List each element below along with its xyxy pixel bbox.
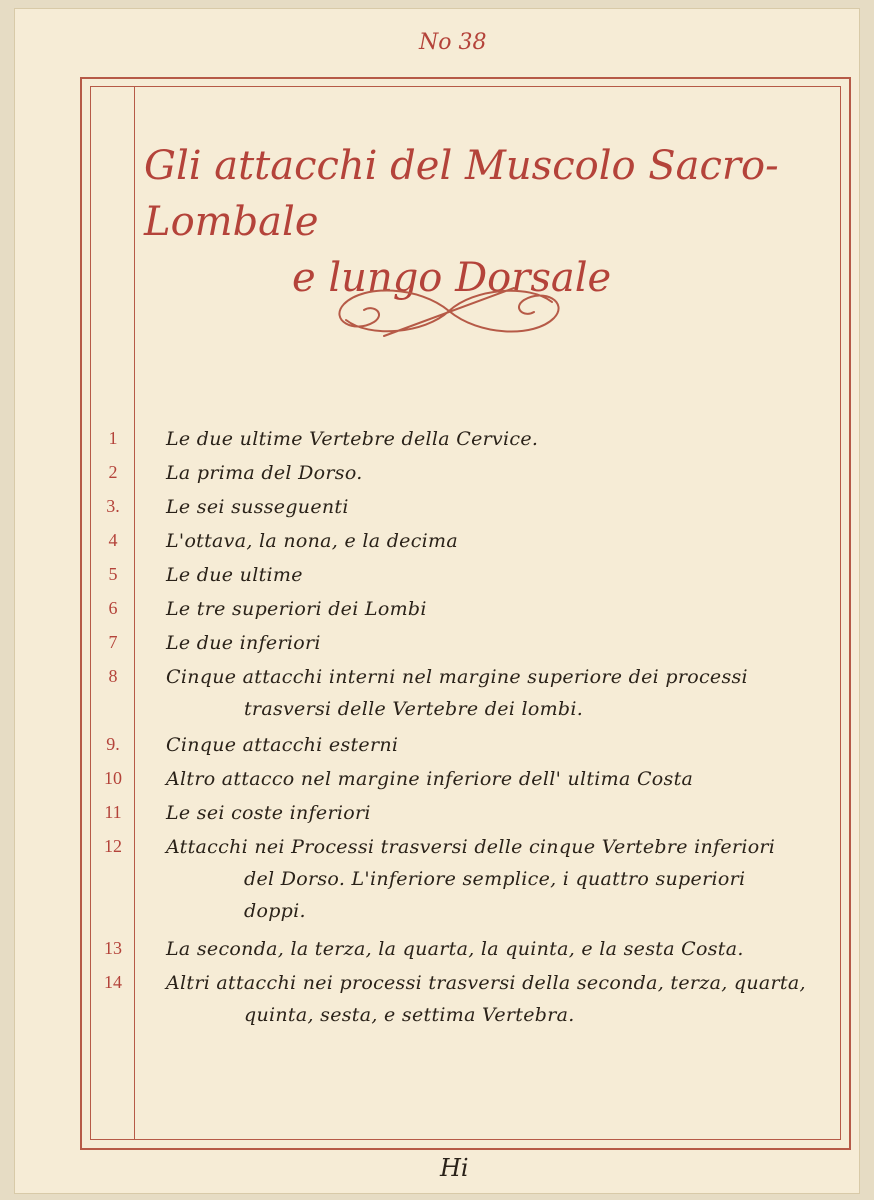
item-number: 9. xyxy=(106,734,120,754)
signature-mark: Hi xyxy=(440,1154,469,1182)
item-text: Cinque attacchi interni nel margine superiore dei processi xyxy=(166,666,748,688)
list-item xyxy=(94,938,814,960)
title-line-2: e lungo Dorsale xyxy=(292,255,612,301)
item-text: Le sei susseguenti xyxy=(166,496,349,518)
list-item xyxy=(94,768,814,790)
list-item xyxy=(94,836,814,922)
item-text: La prima del Dorso. xyxy=(166,462,363,484)
item-text: Attacchi nei Processi trasversi delle cinque Vertebre inferiori xyxy=(166,836,776,858)
item-text: Le due ultime xyxy=(166,564,303,586)
item-number: 5 xyxy=(108,564,118,584)
item-text-continued: trasversi delle Vertebre dei lombi. xyxy=(244,698,584,720)
page-number-mark: No 38 xyxy=(419,30,487,55)
item-number: 11 xyxy=(104,802,122,822)
list-item xyxy=(94,632,814,654)
item-text-continued: doppi. xyxy=(244,900,306,922)
item-text: Le due inferiori xyxy=(166,632,321,654)
item-number: 14 xyxy=(104,972,122,992)
list-item xyxy=(94,564,814,586)
item-number: 8 xyxy=(108,666,118,686)
list-item xyxy=(94,598,814,620)
item-text: Altro attacco nel margine inferiore dell' ultima Costa xyxy=(166,768,694,790)
item-text: Altri attacchi nei processi trasversi della seconda, terza, quarta, xyxy=(166,972,806,994)
list-item xyxy=(94,496,814,518)
item-text: Le due ultime Vertebre della Cervice. xyxy=(166,428,539,450)
item-number: 12 xyxy=(104,836,122,856)
list-item xyxy=(94,802,814,824)
item-text: Cinque attacchi esterni xyxy=(166,734,399,756)
manuscript-page xyxy=(14,8,860,1194)
item-text: La seconda, la terza, la quarta, la quinta, e la sesta Costa. xyxy=(166,938,744,960)
flourish-ornament xyxy=(324,276,574,346)
list-item xyxy=(94,734,814,756)
item-number: 10 xyxy=(104,768,122,788)
item-number: 4 xyxy=(108,530,118,550)
item-number: 6 xyxy=(108,598,118,618)
list-item xyxy=(94,972,814,1026)
list-item xyxy=(94,428,814,450)
item-text-continued: del Dorso. L'inferiore semplice, i quattro superiori xyxy=(244,868,746,890)
title-line-1: Gli attacchi del Muscolo Sacro-Lombale xyxy=(144,143,779,245)
list-item xyxy=(94,462,814,484)
item-number: 3. xyxy=(106,496,120,516)
item-text: Le tre superiori dei Lombi xyxy=(166,598,427,620)
list-item xyxy=(94,530,814,552)
item-text: Le sei coste inferiori xyxy=(166,802,371,824)
item-number: 13 xyxy=(104,938,122,958)
item-number: 2 xyxy=(108,462,118,482)
item-number: 7 xyxy=(108,632,118,652)
item-text: L'ottava, la nona, e la decima xyxy=(166,530,458,552)
item-text-continued: quinta, sesta, e settima Vertebra. xyxy=(244,1004,575,1026)
item-number: 1 xyxy=(108,428,118,448)
list-item xyxy=(94,666,814,720)
